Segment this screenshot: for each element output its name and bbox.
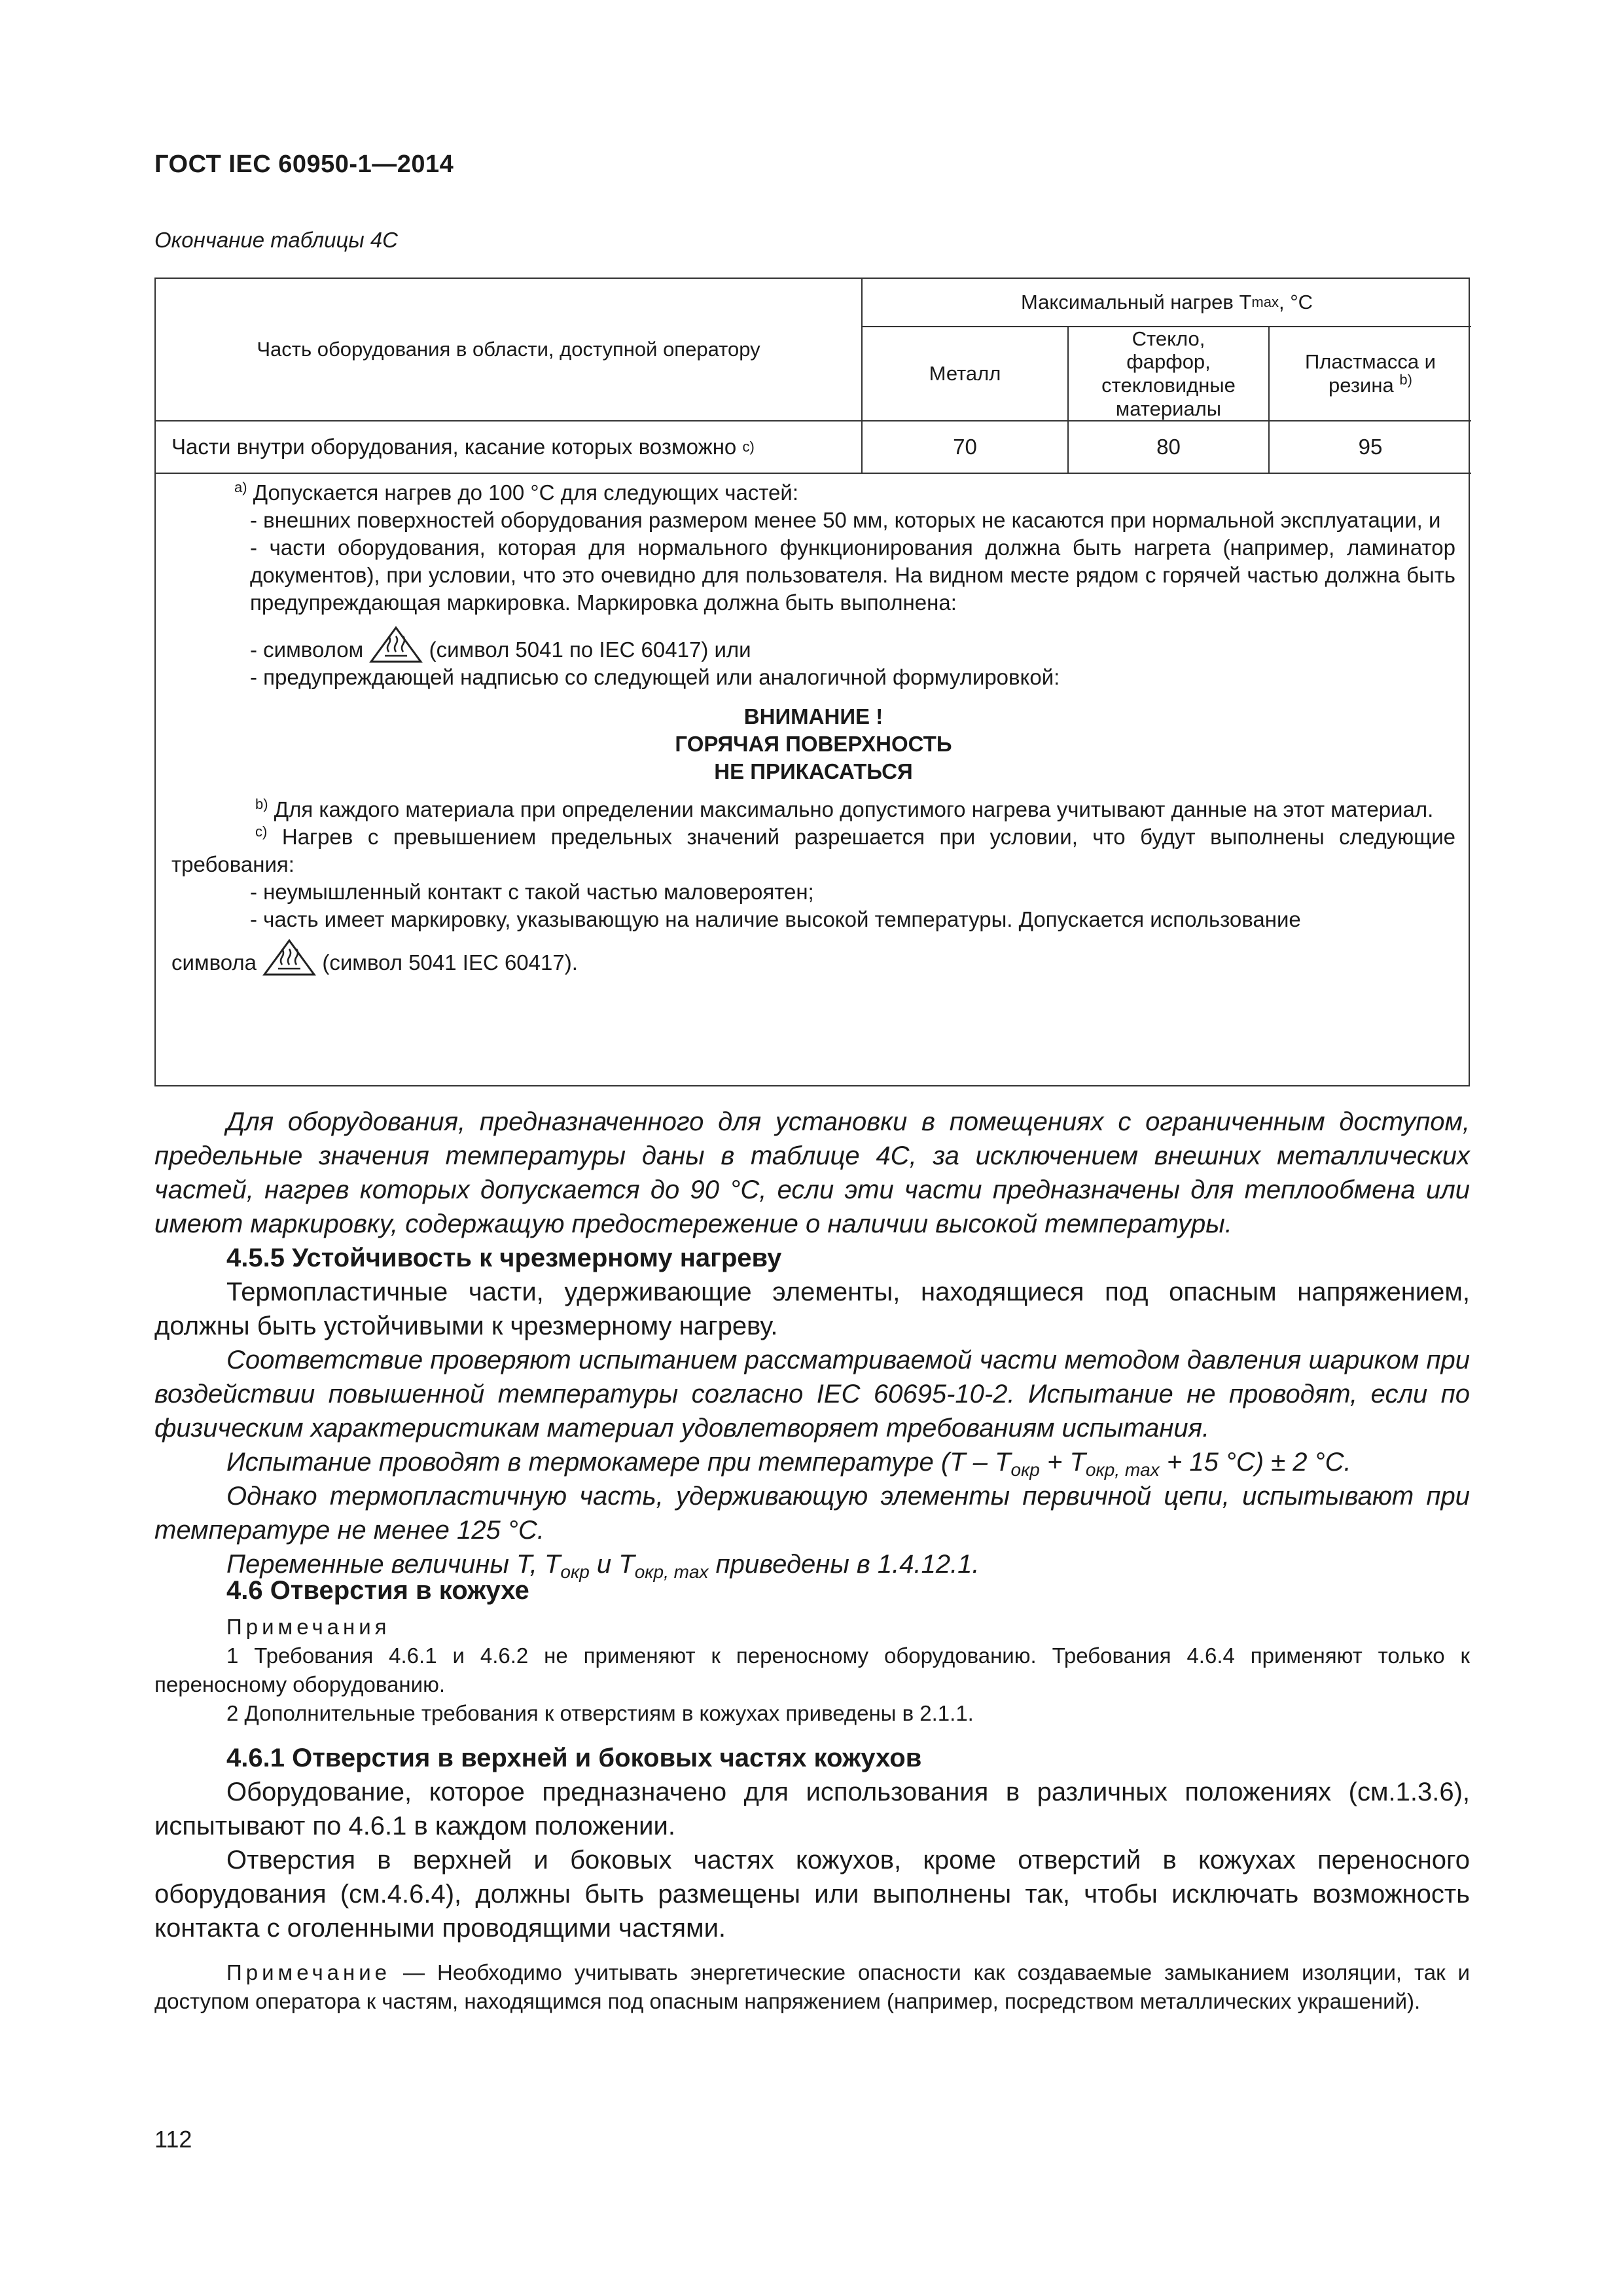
header-cell-metal: Металл [929, 362, 1001, 386]
text-run: Переменные величины T, T [226, 1550, 561, 1579]
symbol-prefix: - символом [250, 637, 364, 662]
footnote-a-item: - предупреждающей надписью со следующей или аналогичной формулировкой: [250, 665, 1060, 689]
warning-label [171, 703, 1455, 785]
header-cell-plastic [1270, 327, 1471, 420]
note-label: Примечание [226, 1960, 391, 1984]
section-heading: 4.5.5 Устойчивость к чрезмерному нагреву [226, 1244, 782, 1272]
symbol-prefix: символа [171, 950, 257, 975]
section-heading: 4.6 Отверстия в кожухе [226, 1576, 529, 1605]
table-divider [156, 473, 1471, 474]
text-run: + T [1039, 1448, 1086, 1477]
footnote-c-text: Нагрев с превышением предельных значений разрешается при условии, что будут выполнены следующие требования: [171, 825, 1456, 876]
value-metal: 70 [953, 435, 977, 459]
value-glass: 80 [1156, 435, 1181, 459]
paragraph: Однако термопластичную часть, удерживающую элементы первичной цепи, испытывают при температуре не менее 125 °С. [154, 1482, 1470, 1545]
text-run: приведены в 1.4.12.1. [708, 1550, 980, 1579]
header-cell-part: Часть оборудования в области, доступной оператору [257, 338, 760, 361]
body-section-1 [154, 1105, 1470, 1581]
text-run: + 15 °С) ± 2 °С. [1159, 1448, 1351, 1477]
warning-line: ГОРЯЧАЯ ПОВЕРХНОСТЬ [675, 732, 952, 756]
section-heading: 4.6.1 Отверстия в верхней и боковых частях кожухов [226, 1744, 922, 1772]
footnote-b-mark: b) [255, 796, 268, 812]
note-text: — Необходимо учитывать энергетические опасности как создаваемые замыканием изоляции, так и доступом оператора к частям, находящимся под опасным напряжением (например, посредством металлических украшений). [154, 1960, 1470, 2013]
header-cell-max-heat: Максимальный нагрев T max , °С [1020, 291, 1313, 314]
plastic-footnote-mark: b) [1399, 371, 1412, 388]
hot-surface-icon [369, 626, 423, 664]
document-header: ГОСТ IEC 60950-1—2014 [154, 151, 454, 178]
footnote-a-symbol-line [171, 626, 1455, 664]
subscript: окр [1010, 1460, 1040, 1480]
footnote-a-text: Допускается нагрев до 100 °С для следующих частей: [253, 480, 799, 505]
paragraph: Оборудование, которое предназначено для использования в различных положениях (см.1.3.6), испытывают по 4.6.1 в каждом положении. [154, 1778, 1470, 1840]
footnote-a [171, 479, 1455, 507]
paragraph: Термопластичные части, удерживающие элементы, находящиеся под опасным напряжением, должны быть устойчивыми к чрезмерному нагреву. [154, 1278, 1470, 1340]
table-footnotes [171, 479, 1455, 977]
notes-title: Примечания [226, 1615, 391, 1639]
value-plastic: 95 [1358, 435, 1383, 459]
footnote-c-mark: c) [255, 823, 268, 840]
paragraph: Соответствие проверяют испытанием рассматриваемой части методом давления шариком при воздействии повышенной температуры согласно IEC 60695-10-2. Испытание не проводят, если по физическим характеристикам материал удовлетворяет требованиям испытания. [154, 1346, 1470, 1443]
warning-line: НЕ ПРИКАСАТЬСЯ [714, 759, 913, 783]
header-cell-glass: Стекло, фарфор, стекловидные материалы [1101, 327, 1236, 420]
note: 1 Требования 4.6.1 и 4.6.2 не применяют к переносному оборудованию. Требования 4.6.4 применяют только к переносному оборудованию. [154, 1643, 1470, 1696]
note: 2 Дополнительные требования к отверстиям в кожухах приведены в 2.1.1. [226, 1701, 974, 1725]
paragraph [154, 1445, 1470, 1479]
row-label-cell: Части внутри оборудования, касание которых возможно c) [171, 435, 755, 459]
body-section-2 [154, 1573, 1470, 2016]
footnote-a-item: - внешних поверхностей оборудования размером менее 50 мм, которых не касаются при нормальной эксплуатации, и [250, 508, 1441, 532]
subscript: окр [560, 1562, 590, 1582]
footnote-b [171, 796, 1455, 823]
max-heat-unit: , °С [1278, 291, 1313, 314]
text-run: Испытание проводят в термокамере при температуре (T – T [226, 1448, 1011, 1477]
footnote-b-text: Для каждого материала при определении максимально допустимого нагрева учитывают данные на этот материал. [274, 797, 1434, 821]
footnote-c-item: - неумышленный контакт с такой частью маловероятен; [250, 880, 814, 904]
max-heat-label: Максимальный нагрев T [1020, 291, 1252, 314]
text-run: и T [589, 1550, 635, 1579]
symbol-suffix: (символ 5041 IEC 60417). [322, 950, 578, 975]
spec-table [154, 278, 1470, 1086]
plastic-label: Пластмасса и резина [1304, 350, 1436, 397]
footnote-a-mark: a) [234, 479, 247, 495]
warning-line: ВНИМАНИЕ ! [743, 704, 883, 728]
row-label: Части внутри оборудования, касание которых возможно [171, 435, 737, 459]
hot-surface-icon [262, 939, 316, 977]
subscript: окр, max [1085, 1460, 1160, 1480]
paragraph: Отверстия в верхней и боковых частях кожухов, кроме отверстий в кожухах переносного оборудования (см.4.6.4), должны быть размещены или выполнены так, чтобы исключать возможность контакта с оголенными проводящими частями. [154, 1846, 1470, 1943]
page-number: 112 [154, 2126, 192, 2153]
paragraph: Для оборудования, предназначенного для установки в помещениях с ограниченным доступом, предельные значения температуры даны в таблице 4С, за исключением внешних металлических частей, нагрев которых допускается до 90 °С, если эти части предназначены для теплообмена или имеют маркировку, содержащую предостережение о наличии высокой температуры. [154, 1107, 1470, 1238]
footnote-c-symbol-line [171, 939, 1455, 977]
subscript: окр, max [634, 1562, 709, 1582]
footnote-a-item: - части оборудования, которая для нормального функционирования должна быть нагрета (например, ламинатор документов), при условии, что это очевидно для пользователя. На видном месте рядом с горячей частью должна быть предупреждающая маркировка. Маркировка должна быть выполнена: [250, 535, 1455, 615]
footnote-c-item: - часть имеет маркировку, указывающую на наличие высокой температуры. Допускается использование [250, 907, 1301, 931]
footnote-c [171, 823, 1455, 878]
table-caption: Окончание таблицы 4C [154, 228, 399, 252]
final-note [154, 1958, 1470, 2016]
symbol-suffix: (символ 5041 по IEC 60417) или [429, 637, 751, 662]
